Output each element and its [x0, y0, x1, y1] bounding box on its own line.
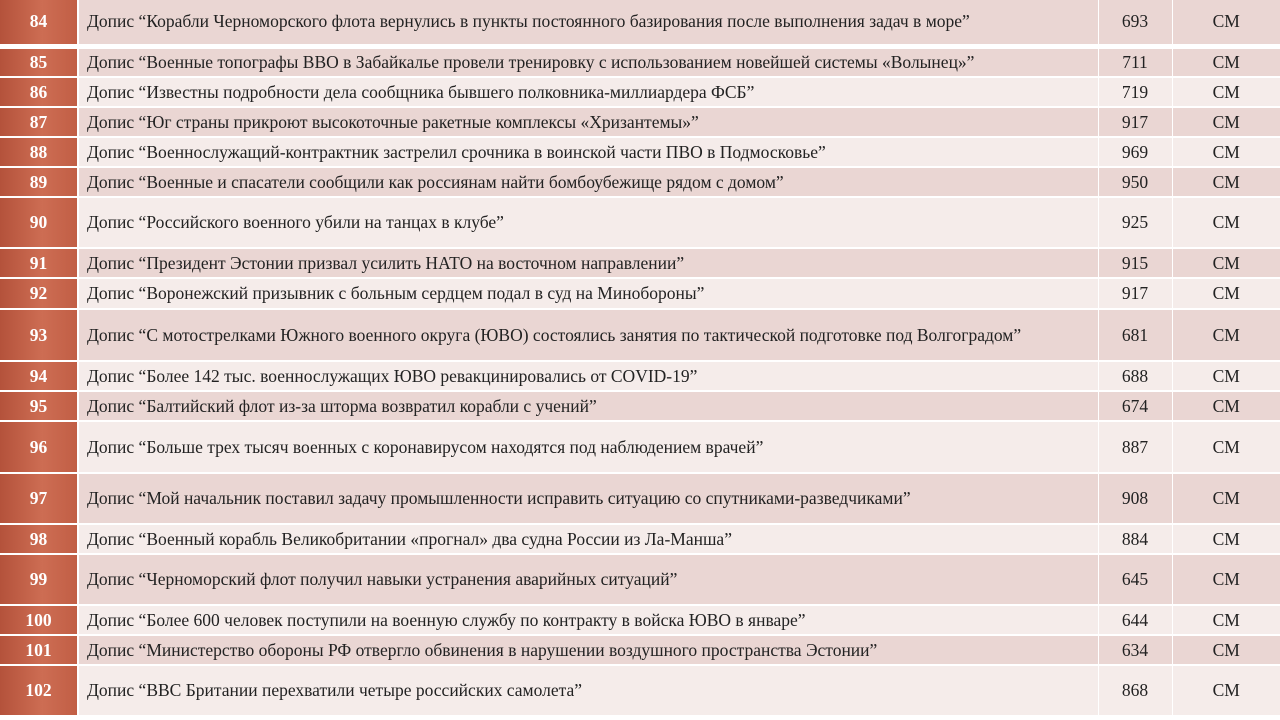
- row-value: 644: [1098, 605, 1172, 635]
- table-row: [0, 278, 1280, 309]
- row-value: 688: [1098, 361, 1172, 391]
- table-row: [0, 665, 1280, 716]
- row-value: 969: [1098, 137, 1172, 167]
- row-number: 94: [0, 361, 78, 391]
- row-number: 102: [0, 665, 78, 716]
- row-code: СМ: [1172, 309, 1280, 361]
- row-title: Допис “Черноморский флот получил навыки устранения аварийных ситуаций”: [78, 554, 1098, 605]
- row-number: 92: [0, 278, 78, 309]
- row-title: Допис “Юг страны прикроют высокоточные ракетные комплексы «Хризантемы»”: [78, 107, 1098, 137]
- row-value: 917: [1098, 278, 1172, 309]
- table-row: [0, 77, 1280, 107]
- row-number: 98: [0, 524, 78, 554]
- row-number: 95: [0, 391, 78, 421]
- table-row: [0, 0, 1280, 46]
- table-row: [0, 309, 1280, 361]
- table-row: [0, 248, 1280, 278]
- row-value: 719: [1098, 77, 1172, 107]
- row-title: Допис “Известны подробности дела сообщника бывшего полковника-миллиардера ФСБ”: [78, 77, 1098, 107]
- row-value: 634: [1098, 635, 1172, 665]
- row-value: 645: [1098, 554, 1172, 605]
- row-code: СМ: [1172, 473, 1280, 524]
- table-row: [0, 473, 1280, 524]
- row-number: 88: [0, 137, 78, 167]
- row-value: 917: [1098, 107, 1172, 137]
- row-title: Допис “Более 600 человек поступили на военную службу по контракту в войска ЮВО в январе”: [78, 605, 1098, 635]
- table-row: [0, 391, 1280, 421]
- row-number: 101: [0, 635, 78, 665]
- row-number: 97: [0, 473, 78, 524]
- row-title: Допис “Больше трех тысяч военных с коронавирусом находятся под наблюдением врачей”: [78, 421, 1098, 473]
- row-number: 91: [0, 248, 78, 278]
- row-number: 90: [0, 197, 78, 248]
- row-code: СМ: [1172, 137, 1280, 167]
- row-value: 693: [1098, 0, 1172, 46]
- row-code: СМ: [1172, 554, 1280, 605]
- row-title: Допис “ВВС Британии перехватили четыре российских самолета”: [78, 665, 1098, 716]
- row-value: 711: [1098, 46, 1172, 77]
- row-title: Допис “Мой начальник поставил задачу промышленности исправить ситуацию со спутниками-разведчиками”: [78, 473, 1098, 524]
- row-code: СМ: [1172, 167, 1280, 197]
- table-row: [0, 524, 1280, 554]
- row-number: 100: [0, 605, 78, 635]
- row-title: Допис “Корабли Черноморского флота вернулись в пункты постоянного базирования после выполнения задач в море”: [78, 0, 1098, 46]
- table-row: [0, 46, 1280, 77]
- row-code: СМ: [1172, 0, 1280, 46]
- row-number: 87: [0, 107, 78, 137]
- row-number: 96: [0, 421, 78, 473]
- row-code: СМ: [1172, 46, 1280, 77]
- table-row: [0, 635, 1280, 665]
- table-row: [0, 167, 1280, 197]
- row-code: СМ: [1172, 77, 1280, 107]
- row-title: Допис “Президент Эстонии призвал усилить НАТО на восточном направлении”: [78, 248, 1098, 278]
- row-value: 674: [1098, 391, 1172, 421]
- row-number: 85: [0, 46, 78, 77]
- row-code: СМ: [1172, 635, 1280, 665]
- row-code: СМ: [1172, 248, 1280, 278]
- row-code: СМ: [1172, 361, 1280, 391]
- row-title: Допис “С мотострелками Южного военного округа (ЮВО) состоялись занятия по тактической подготовке под Волгоградом”: [78, 309, 1098, 361]
- row-code: СМ: [1172, 391, 1280, 421]
- row-code: СМ: [1172, 107, 1280, 137]
- row-value: 950: [1098, 167, 1172, 197]
- row-code: СМ: [1172, 278, 1280, 309]
- row-value: 681: [1098, 309, 1172, 361]
- row-title: Допис “Военные топографы ВВО в Забайкалье провели тренировку с использованием новейшей системы «Волынец»”: [78, 46, 1098, 77]
- row-code: СМ: [1172, 605, 1280, 635]
- row-value: 884: [1098, 524, 1172, 554]
- row-value: 925: [1098, 197, 1172, 248]
- row-number: 84: [0, 0, 78, 46]
- row-title: Допис “Балтийский флот из-за шторма возвратил корабли с учений”: [78, 391, 1098, 421]
- row-value: 915: [1098, 248, 1172, 278]
- row-value: 908: [1098, 473, 1172, 524]
- row-code: СМ: [1172, 421, 1280, 473]
- row-title: Допис “Министерство обороны РФ отвергло обвинения в нарушении воздушного пространства Эстонии”: [78, 635, 1098, 665]
- table-row: [0, 421, 1280, 473]
- table-row: [0, 554, 1280, 605]
- row-title: Допис “Более 142 тыс. военнослужащих ЮВО ревакцинировались от COVID-19”: [78, 361, 1098, 391]
- row-number: 89: [0, 167, 78, 197]
- row-number: 86: [0, 77, 78, 107]
- row-title: Допис “Российского военного убили на танцах в клубе”: [78, 197, 1098, 248]
- row-title: Допис “Воронежский призывник с больным сердцем подал в суд на Минобороны”: [78, 278, 1098, 309]
- row-number: 99: [0, 554, 78, 605]
- row-number: 93: [0, 309, 78, 361]
- row-value: 887: [1098, 421, 1172, 473]
- table-row: [0, 197, 1280, 248]
- row-code: СМ: [1172, 665, 1280, 716]
- table-row: [0, 107, 1280, 137]
- table-row: [0, 605, 1280, 635]
- row-title: Допис “Военнослужащий-контрактник застрелил срочника в воинской части ПВО в Подмосковье”: [78, 137, 1098, 167]
- row-value: 868: [1098, 665, 1172, 716]
- table-row: [0, 361, 1280, 391]
- row-title: Допис “Военные и спасатели сообщили как россиянам найти бомбоубежище рядом с домом”: [78, 167, 1098, 197]
- row-title: Допис “Военный корабль Великобритании «прогнал» два судна России из Ла-Манша”: [78, 524, 1098, 554]
- table-row: [0, 137, 1280, 167]
- row-code: СМ: [1172, 524, 1280, 554]
- row-code: СМ: [1172, 197, 1280, 248]
